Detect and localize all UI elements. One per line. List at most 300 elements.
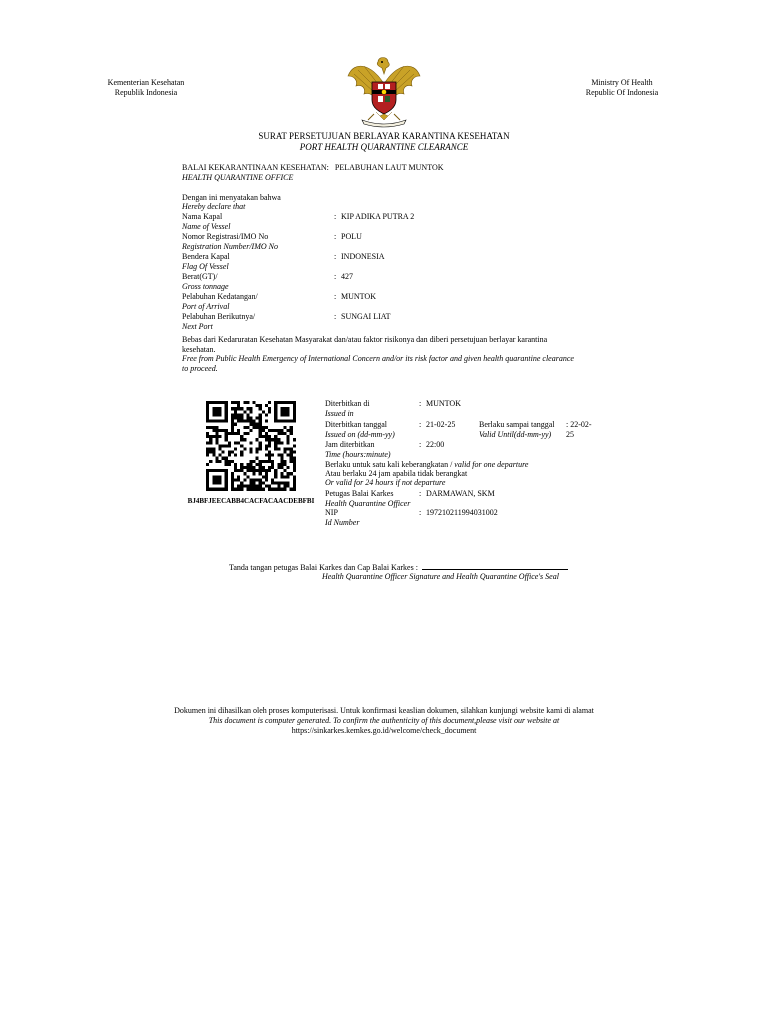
qr-module bbox=[246, 416, 249, 419]
qr-module bbox=[259, 447, 262, 450]
qr-module bbox=[243, 478, 246, 481]
qr-module bbox=[256, 416, 259, 419]
qr-module bbox=[274, 420, 277, 423]
qr-module bbox=[237, 407, 240, 410]
qr-module bbox=[231, 472, 234, 475]
qr-module bbox=[274, 401, 277, 404]
qr-module bbox=[212, 413, 215, 416]
qr-module bbox=[259, 469, 262, 472]
nip-row bbox=[325, 508, 625, 528]
qr-module bbox=[212, 451, 215, 454]
qr-module bbox=[265, 447, 268, 450]
qr-module bbox=[287, 466, 290, 469]
qr-module bbox=[246, 466, 249, 469]
qr-module bbox=[215, 457, 218, 460]
qr-module bbox=[274, 475, 277, 478]
qr-module bbox=[215, 460, 218, 463]
qr-module bbox=[287, 485, 290, 488]
qr-module bbox=[290, 472, 293, 475]
qr-module bbox=[293, 488, 296, 491]
qr-module bbox=[225, 404, 228, 407]
qr-module bbox=[206, 420, 209, 423]
qr-module bbox=[218, 413, 221, 416]
field-registration bbox=[182, 232, 602, 252]
qr-module bbox=[293, 485, 296, 488]
qr-module bbox=[206, 426, 209, 429]
qr-module bbox=[253, 488, 256, 491]
qr-module bbox=[212, 410, 215, 413]
qr-module bbox=[265, 438, 268, 441]
qr-module bbox=[218, 475, 221, 478]
qr-module bbox=[234, 488, 237, 491]
qr-module bbox=[225, 429, 228, 432]
qr-module bbox=[237, 488, 240, 491]
qr-module bbox=[293, 413, 296, 416]
qr-module bbox=[271, 463, 274, 466]
qr-module bbox=[243, 466, 246, 469]
qr-module bbox=[206, 482, 209, 485]
qr-module bbox=[240, 416, 243, 419]
qr-module bbox=[240, 469, 243, 472]
qr-module bbox=[225, 444, 228, 447]
qr-module bbox=[218, 420, 221, 423]
qr-module bbox=[225, 438, 228, 441]
qr-module bbox=[277, 488, 280, 491]
qr-module bbox=[274, 441, 277, 444]
qr-module bbox=[231, 432, 234, 435]
qr-module bbox=[246, 401, 249, 404]
qr-module bbox=[262, 469, 265, 472]
qr-module bbox=[271, 460, 274, 463]
qr-module bbox=[246, 420, 249, 423]
qr-module bbox=[218, 488, 221, 491]
field-sub: Gross tonnage bbox=[182, 282, 229, 291]
qr-module bbox=[265, 404, 268, 407]
field-value: 427 bbox=[341, 272, 353, 281]
qr-module bbox=[231, 407, 234, 410]
qr-module bbox=[271, 488, 274, 491]
qr-module bbox=[237, 475, 240, 478]
qr-module bbox=[206, 432, 209, 435]
qr-module bbox=[234, 454, 237, 457]
qr-module bbox=[280, 420, 283, 423]
qr-module bbox=[274, 413, 277, 416]
qr-module bbox=[280, 472, 283, 475]
qr-module bbox=[265, 469, 268, 472]
qr-module bbox=[271, 466, 274, 469]
qr-module bbox=[265, 460, 268, 463]
qr-module bbox=[206, 407, 209, 410]
qr-module bbox=[237, 416, 240, 419]
field-value: MUNTOK bbox=[341, 292, 376, 301]
qr-module bbox=[284, 401, 287, 404]
field-next-port bbox=[182, 312, 602, 332]
time-label: Jam diterbitkan bbox=[325, 440, 375, 449]
qr-module bbox=[277, 485, 280, 488]
qr-module bbox=[293, 420, 296, 423]
qr-module bbox=[259, 478, 262, 481]
qr-module bbox=[284, 426, 287, 429]
qr-module bbox=[231, 420, 234, 423]
qr-module bbox=[228, 441, 231, 444]
qr-module bbox=[206, 451, 209, 454]
qr-module bbox=[246, 426, 249, 429]
qr-module bbox=[277, 438, 280, 441]
qr-module bbox=[234, 401, 237, 404]
qr-module bbox=[225, 478, 228, 481]
time-sub: Time (hours:minute) bbox=[325, 450, 391, 459]
qr-module bbox=[237, 420, 240, 423]
qr-module bbox=[280, 413, 283, 416]
qr-module bbox=[287, 475, 290, 478]
qr-module bbox=[259, 413, 262, 416]
qr-module bbox=[293, 457, 296, 460]
qr-module bbox=[293, 463, 296, 466]
footer bbox=[150, 706, 618, 736]
qr-module bbox=[231, 488, 234, 491]
qr-module bbox=[271, 438, 274, 441]
qr-module bbox=[246, 413, 249, 416]
field-colon: : bbox=[334, 232, 337, 241]
qr-module bbox=[243, 447, 246, 450]
qr-module bbox=[259, 482, 262, 485]
qr-module bbox=[280, 475, 283, 478]
qr-module bbox=[280, 429, 283, 432]
qr-module bbox=[280, 401, 283, 404]
qr-module bbox=[256, 457, 259, 460]
qr-module bbox=[253, 478, 256, 481]
qr-module bbox=[290, 426, 293, 429]
one-departure-id: Berlaku untuk satu kali keberangkatan / bbox=[325, 460, 453, 469]
qr-module bbox=[293, 404, 296, 407]
qr-module bbox=[231, 401, 234, 404]
field-vessel-name bbox=[182, 212, 602, 232]
office-sub: HEALTH QUARANTINE OFFICE bbox=[182, 173, 294, 182]
qr-module bbox=[243, 410, 246, 413]
qr-module bbox=[268, 469, 271, 472]
qr-module bbox=[253, 466, 256, 469]
qr-module bbox=[256, 438, 259, 441]
qr-module bbox=[280, 441, 283, 444]
qr-module bbox=[231, 485, 234, 488]
officer-sub: Health Quarantine Officer bbox=[325, 499, 411, 508]
qr-module bbox=[262, 435, 265, 438]
field-label: Pelabuhan Kedatangan/ bbox=[182, 292, 258, 301]
qr-module bbox=[228, 454, 231, 457]
qr-module bbox=[212, 482, 215, 485]
qr-module bbox=[240, 435, 243, 438]
qr-module bbox=[209, 488, 212, 491]
one-departure-en: valid for one departure bbox=[454, 460, 529, 469]
qr-module bbox=[209, 447, 212, 450]
qr-module bbox=[268, 429, 271, 432]
qr-module bbox=[218, 482, 221, 485]
qr-module bbox=[225, 457, 228, 460]
issued-in-label: Diterbitkan di bbox=[325, 399, 370, 408]
qr-module bbox=[268, 407, 271, 410]
qr-module bbox=[246, 407, 249, 410]
qr-module bbox=[274, 488, 277, 491]
qr-module bbox=[206, 401, 209, 404]
qr-module bbox=[209, 401, 212, 404]
qr-module bbox=[262, 488, 265, 491]
qr-module bbox=[222, 420, 225, 423]
qr-module bbox=[253, 469, 256, 472]
nip-sub: Id Number bbox=[325, 518, 360, 527]
qr-module bbox=[206, 469, 209, 472]
qr-module bbox=[234, 413, 237, 416]
qr-module bbox=[234, 407, 237, 410]
qr-module bbox=[218, 401, 221, 404]
qr-module bbox=[293, 451, 296, 454]
qr-module bbox=[243, 472, 246, 475]
qr-module bbox=[237, 413, 240, 416]
qr-module bbox=[206, 447, 209, 450]
qr-module bbox=[268, 488, 271, 491]
footer-link[interactable]: https://sinkarkes.kemkes.go.id/welcome/check_document bbox=[291, 726, 477, 735]
signature-blank bbox=[422, 561, 568, 570]
qr-module bbox=[209, 451, 212, 454]
qr-module bbox=[206, 416, 209, 419]
qr-module bbox=[253, 472, 256, 475]
statement-en: Free from Public Health Emergency of International Concern and/or its risk factor and given health quarantine clearance to proceed. bbox=[182, 354, 574, 373]
qr-module bbox=[209, 469, 212, 472]
qr-module bbox=[280, 432, 283, 435]
time-colon: : bbox=[419, 440, 422, 449]
qr-module bbox=[253, 401, 256, 404]
qr-module bbox=[206, 413, 209, 416]
signature-sub: Health Quarantine Officer Signature and Health Quarantine Office's Seal bbox=[322, 572, 559, 581]
qr-module bbox=[268, 438, 271, 441]
qr-module bbox=[228, 432, 231, 435]
valid-until-sub: Valid Until(dd-mm-yy) bbox=[479, 430, 552, 439]
qr-module bbox=[256, 447, 259, 450]
qr-module bbox=[280, 482, 283, 485]
qr-module bbox=[246, 432, 249, 435]
qr-module bbox=[259, 444, 262, 447]
qr-module bbox=[234, 441, 237, 444]
qr-module bbox=[280, 463, 283, 466]
issued-on-label: Diterbitkan tanggal bbox=[325, 420, 387, 429]
qr-module bbox=[265, 413, 268, 416]
qr-module bbox=[215, 420, 218, 423]
qr-module bbox=[218, 454, 221, 457]
qr-module bbox=[215, 407, 218, 410]
field-colon: : bbox=[334, 252, 337, 261]
qr-module bbox=[246, 475, 249, 478]
qr-module bbox=[225, 482, 228, 485]
qr-module bbox=[243, 401, 246, 404]
qr-module bbox=[256, 488, 259, 491]
qr-module bbox=[287, 482, 290, 485]
qr-module bbox=[259, 426, 262, 429]
qr-module bbox=[206, 475, 209, 478]
qr-module bbox=[246, 485, 249, 488]
qr-module bbox=[256, 478, 259, 481]
qr-module bbox=[234, 416, 237, 419]
qr-module bbox=[280, 466, 283, 469]
qr-module bbox=[225, 435, 228, 438]
qr-module bbox=[259, 416, 262, 419]
header-right-line2: Republic Of Indonesia bbox=[585, 88, 659, 97]
field-sub: Flag Of Vessel bbox=[182, 262, 229, 271]
qr-module bbox=[249, 429, 252, 432]
qr-module bbox=[212, 454, 215, 457]
qr-module bbox=[274, 407, 277, 410]
qr-module bbox=[249, 410, 252, 413]
qr-module bbox=[287, 410, 290, 413]
qr-module bbox=[268, 435, 271, 438]
nip-colon: : bbox=[419, 508, 422, 517]
qr-module bbox=[265, 454, 268, 457]
qr-module bbox=[215, 478, 218, 481]
qr-module bbox=[256, 426, 259, 429]
qr-module bbox=[209, 460, 212, 463]
qr-module bbox=[228, 463, 231, 466]
qr-module bbox=[231, 482, 234, 485]
qr-module bbox=[293, 407, 296, 410]
qr-module bbox=[271, 454, 274, 457]
qr-module bbox=[243, 426, 246, 429]
qr-module bbox=[265, 420, 268, 423]
qr-module bbox=[256, 404, 259, 407]
qr-module bbox=[218, 410, 221, 413]
qr-module bbox=[259, 463, 262, 466]
qr-module bbox=[293, 469, 296, 472]
qr-module bbox=[215, 410, 218, 413]
qr-module bbox=[274, 482, 277, 485]
qr-module bbox=[231, 423, 234, 426]
qr-module bbox=[249, 469, 252, 472]
qr-module bbox=[287, 472, 290, 475]
qr-module bbox=[284, 407, 287, 410]
qr-module bbox=[243, 485, 246, 488]
time-value: 22:00 bbox=[426, 440, 445, 449]
qr-module bbox=[215, 426, 218, 429]
qr-module bbox=[268, 454, 271, 457]
field-gross-tonnage bbox=[182, 272, 602, 292]
qr-module bbox=[274, 404, 277, 407]
qr-module bbox=[293, 401, 296, 404]
qr-module bbox=[249, 466, 252, 469]
field-colon: : bbox=[334, 292, 337, 301]
issued-in-row bbox=[325, 399, 625, 419]
field-value: INDONESIA bbox=[341, 252, 385, 261]
field-colon: : bbox=[334, 272, 337, 281]
qr-module bbox=[253, 460, 256, 463]
qr-module bbox=[268, 466, 271, 469]
qr-module bbox=[259, 423, 262, 426]
qr-code-icon bbox=[206, 401, 296, 497]
qr-module bbox=[240, 463, 243, 466]
qr-module bbox=[280, 460, 283, 463]
qr-module bbox=[284, 475, 287, 478]
qr-module bbox=[234, 423, 237, 426]
field-sub: Registration Number/IMO No bbox=[182, 242, 278, 251]
officer-label: Petugas Balai Karkes bbox=[325, 489, 394, 498]
qr-module bbox=[293, 466, 296, 469]
field-sub: Name of Vessel bbox=[182, 222, 231, 231]
qr-module bbox=[259, 432, 262, 435]
qr-module bbox=[277, 447, 280, 450]
qr-module bbox=[253, 426, 256, 429]
qr-module bbox=[277, 441, 280, 444]
qr-module bbox=[218, 429, 221, 432]
qr-module bbox=[265, 432, 268, 435]
valid24-id: Atau berlaku 24 jam apabila tidak berangkat bbox=[325, 469, 468, 478]
qr-module bbox=[249, 441, 252, 444]
qr-module bbox=[280, 488, 283, 491]
field-label: Nama Kapal bbox=[182, 212, 223, 221]
qr-module bbox=[212, 488, 215, 491]
qr-module bbox=[206, 463, 209, 466]
qr-module bbox=[268, 451, 271, 454]
qr-module bbox=[215, 441, 218, 444]
field-label: Berat(GT)/ bbox=[182, 272, 218, 281]
field-value: SUNGAI LIAT bbox=[341, 312, 391, 321]
qr-module bbox=[206, 488, 209, 491]
qr-module bbox=[290, 488, 293, 491]
qr-module bbox=[240, 451, 243, 454]
qr-module bbox=[284, 488, 287, 491]
qr-module bbox=[209, 420, 212, 423]
officer-row bbox=[325, 489, 625, 509]
qr-module bbox=[290, 457, 293, 460]
qr-module bbox=[262, 429, 265, 432]
qr-module bbox=[240, 444, 243, 447]
qr-module bbox=[206, 454, 209, 457]
qr-module bbox=[249, 463, 252, 466]
qr-module bbox=[212, 429, 215, 432]
qr-module bbox=[246, 469, 249, 472]
qr-module bbox=[215, 401, 218, 404]
qr-module bbox=[231, 475, 234, 478]
qr-module bbox=[274, 410, 277, 413]
qr-module bbox=[287, 435, 290, 438]
qr-module bbox=[234, 463, 237, 466]
time-row bbox=[325, 440, 625, 460]
qr-module bbox=[240, 488, 243, 491]
qr-module bbox=[212, 426, 215, 429]
qr-module bbox=[206, 404, 209, 407]
qr-module bbox=[274, 435, 277, 438]
qr-module bbox=[249, 447, 252, 450]
nip-value: 197210211994031002 bbox=[426, 508, 498, 517]
qr-module bbox=[240, 466, 243, 469]
qr-module bbox=[225, 472, 228, 475]
qr-module bbox=[262, 426, 265, 429]
qr-module bbox=[265, 435, 268, 438]
qr-module bbox=[253, 420, 256, 423]
qr-module bbox=[256, 423, 259, 426]
qr-module bbox=[231, 478, 234, 481]
qr-module bbox=[215, 438, 218, 441]
qr-module bbox=[237, 441, 240, 444]
document-title bbox=[184, 131, 584, 153]
qr-module bbox=[287, 441, 290, 444]
qr-module bbox=[265, 444, 268, 447]
qr-module bbox=[225, 460, 228, 463]
qr-module bbox=[268, 460, 271, 463]
qr-module bbox=[249, 416, 252, 419]
qr-module bbox=[256, 485, 259, 488]
field-colon: : bbox=[334, 212, 337, 221]
qr-module bbox=[212, 435, 215, 438]
qr-module bbox=[222, 444, 225, 447]
qr-module bbox=[268, 485, 271, 488]
qr-module bbox=[218, 478, 221, 481]
qr-module bbox=[212, 401, 215, 404]
